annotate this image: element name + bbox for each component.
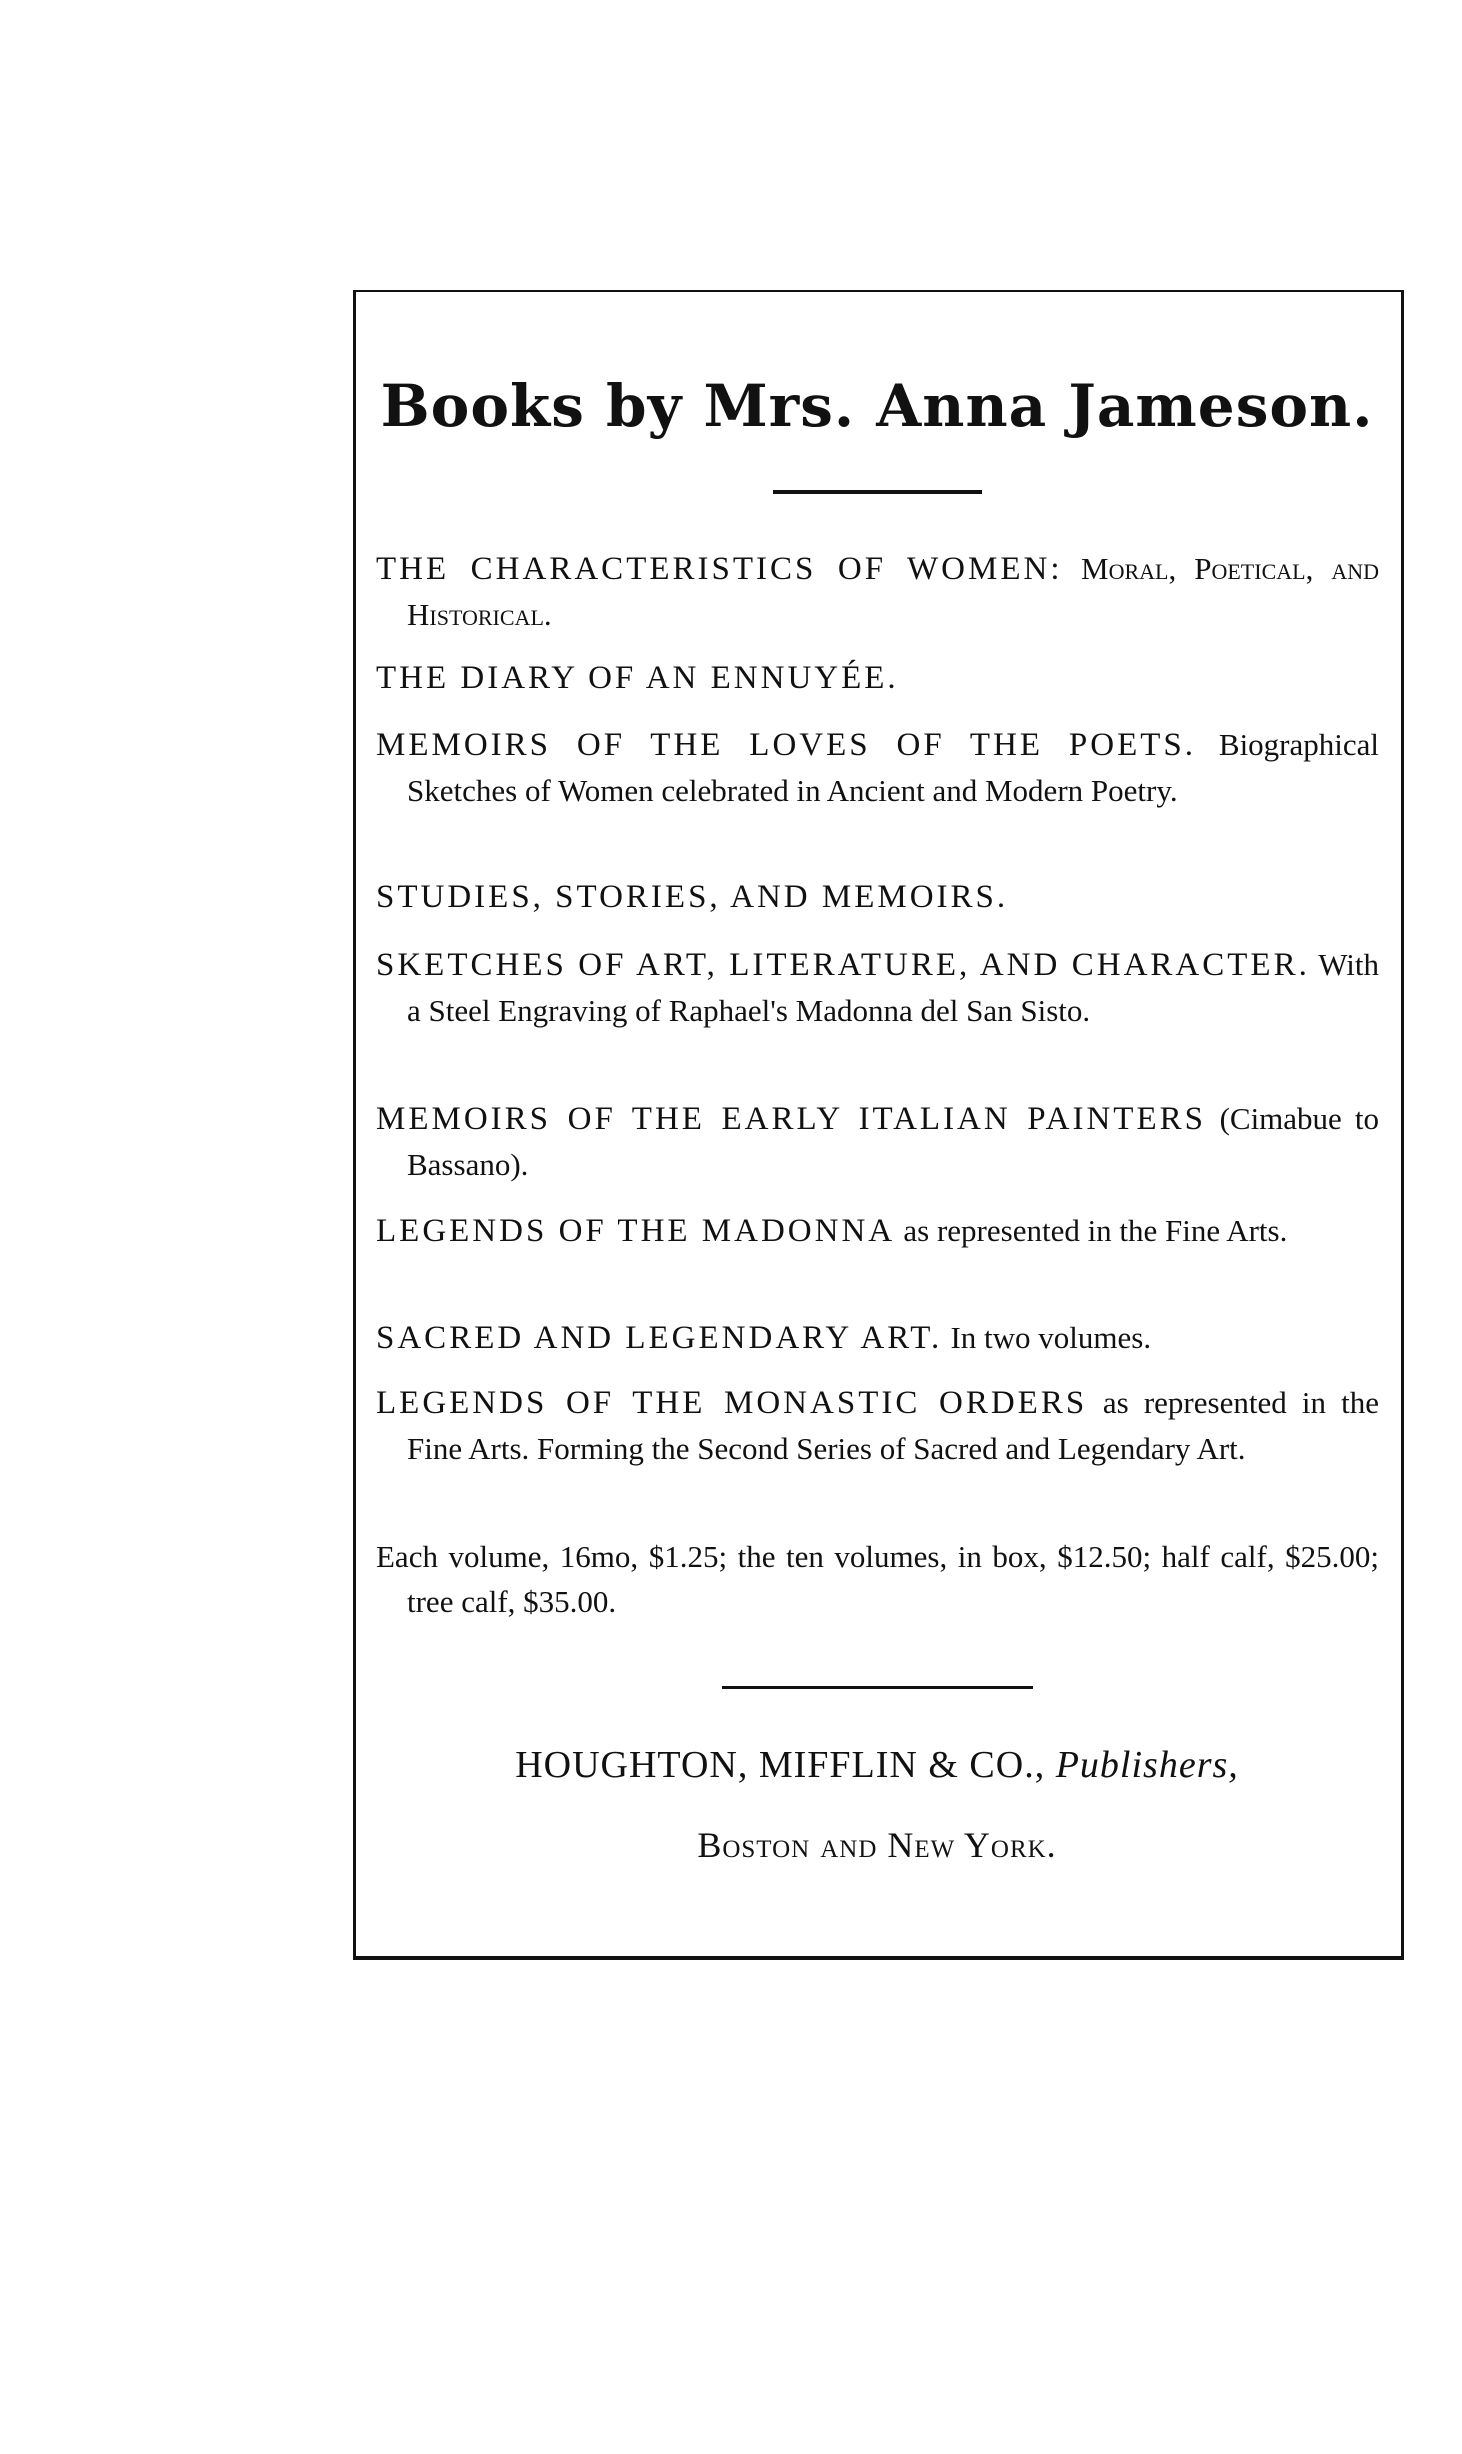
book-title: SKETCHES OF ART, LITERATURE, AND CHARACTER. [376,947,1310,983]
price-list: Each volume, 16mo, $1.25; the ten volumes, in box, $12.50; half calf, $25.00; tree calf, $35.00. [376,1539,1379,1619]
publisher-role: Publishers, [1055,1744,1239,1786]
book-title: MEMOIRS OF THE EARLY ITALIAN PAINTERS [376,1101,1206,1137]
book-entry [376,1315,1379,1361]
book-title: THE CHARACTERISTICS OF WOMEN: [376,551,1063,587]
book-title: LEGENDS OF THE MONASTIC ORDERS [376,1385,1088,1421]
book-entry [376,656,1379,701]
publisher-name: HOUGHTON, MIFFLIN & CO., [515,1744,1046,1786]
book-description: as represented in the Fine Arts. [903,1213,1288,1248]
publisher-cities: Boston and New York. [697,1825,1057,1865]
bottom-divider [722,1686,1033,1689]
book-subtitle: Moral, Poetical, and Historical. [407,551,1380,632]
top-divider [773,490,982,494]
book-description: (Cimabue to Bassano). [407,1101,1380,1182]
book-entry [376,1208,1379,1254]
book-entry [376,546,1379,638]
book-entry [376,722,1379,814]
page-heading: Books by Mrs. Anna Jameson. [380,372,1374,440]
book-title: STUDIES, STORIES, AND MEMOIRS. [376,879,1009,915]
book-entry [376,1096,1379,1188]
book-entry [376,1380,1379,1472]
book-title: SACRED AND LEGENDARY ART. [376,1320,943,1356]
book-description: With a Steel Engraving of Raphael's Madonna del San Sisto. [407,947,1380,1028]
publisher-line [353,1743,1401,1787]
book-title: THE DIARY OF AN ENNUYÉE. [376,660,899,696]
book-description: In two volumes. [950,1320,1152,1355]
book-title: MEMOIRS OF THE LOVES OF THE POETS. [376,727,1197,763]
book-title: LEGENDS OF THE MADONNA [376,1213,896,1249]
book-entry [376,942,1379,1034]
book-entry [376,875,1379,920]
book-description: Biographical Sketches of Women celebrated in Ancient and Modern Poetry. [407,727,1380,808]
book-description: as represented in the Fine Arts. Forming the Second Series of Sacred and Legendary Art. [407,1385,1380,1466]
